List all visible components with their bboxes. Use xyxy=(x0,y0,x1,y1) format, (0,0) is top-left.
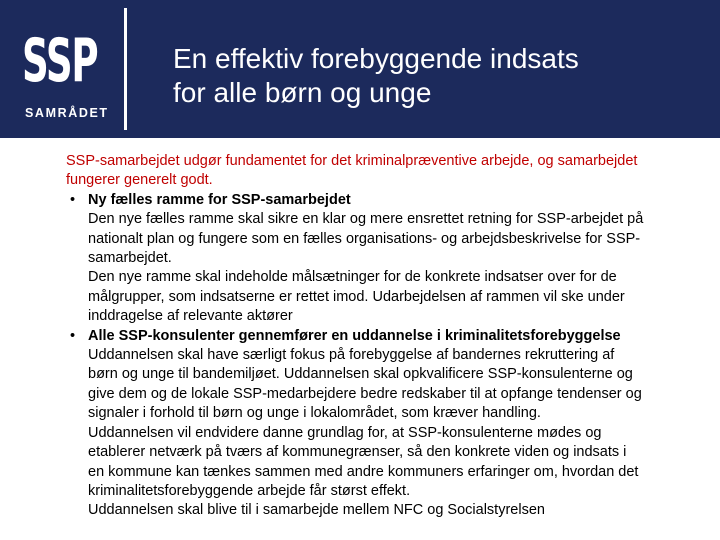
header-divider xyxy=(124,8,127,130)
bullet-line: inddragelse af relevante aktører xyxy=(88,308,293,325)
bullet-item xyxy=(66,191,706,327)
slide-body xyxy=(66,152,706,521)
intro-paragraph xyxy=(66,152,706,191)
header-banner xyxy=(0,0,720,138)
bullet-line: Uddannelsen skal have særligt fokus på forebyggelse af bandernes rekruttering af xyxy=(88,347,615,364)
bullet-line: give dem og de lokale SSP-medarbejdere bedre redskaber til at opfange tendenser og xyxy=(88,385,642,402)
bullet-line: målgrupper, som indsatserne er rettet imod. Udarbejdelsen af rammen vil ske under xyxy=(88,288,625,305)
bullet-line: samarbejdet. xyxy=(88,250,172,267)
bullet-line: kriminalitetsforebyggende arbejde får størst effekt. xyxy=(88,482,411,499)
logo-letters: SSP xyxy=(22,26,98,96)
intro-line: SSP-samarbejdet udgør fundamentet for det kriminalpræventive arbejde, og samarbejdet xyxy=(66,153,638,169)
title-line-2: for alle børn og unge xyxy=(173,77,432,108)
bullet-line: signaler i forhold til børn og unge i lokalområdet, som kræver handling. xyxy=(88,405,541,422)
bullet-item xyxy=(66,327,706,521)
bullet-line: en kommune kan tænkes sammen med andre kommuners erfaringer om, hvordan det xyxy=(88,463,639,480)
bullet-marker: • xyxy=(70,327,76,344)
bullet-line: børn og unge til bandemiljøet. Uddannelsen skal opkvalificere SSP-konsulenterne og xyxy=(88,366,633,383)
logo-subtitle: SAMRÅDET xyxy=(25,106,109,120)
bullet-line: etablerer netværk på tværs af kommunegrænser, så den konkrete viden og indsats i xyxy=(88,444,627,461)
bullet-title: Alle SSP-konsulenter gennemfører en uddannelse i kriminalitetsforebyggelse xyxy=(88,327,621,344)
bullet-line: Uddannelsen skal blive til i samarbejde mellem NFC og Socialstyrelsen xyxy=(88,502,545,519)
bullet-marker: • xyxy=(70,191,76,208)
title-line-1: En effektiv forebyggende indsats xyxy=(173,43,579,74)
bullet-title: Ny fælles ramme for SSP-samarbejdet xyxy=(88,191,351,208)
bullet-line: Uddannelsen vil endvidere danne grundlag for, at SSP-konsulenterne mødes og xyxy=(88,424,602,441)
bullet-line: Den nye fælles ramme skal sikre en klar og mere ensrettet retning for SSP-arbejdet på xyxy=(88,211,644,228)
ssp-logo xyxy=(22,22,110,126)
bullet-line: nationalt plan og fungere som en fælles organisations- og arbejdsbeskrivelse for SSP- xyxy=(88,230,641,247)
bullet-line: Den nye ramme skal indeholde målsætninger for de konkrete indsatser over for de xyxy=(88,269,617,286)
intro-line: fungerer generelt godt. xyxy=(66,172,213,189)
slide-title xyxy=(173,42,693,110)
